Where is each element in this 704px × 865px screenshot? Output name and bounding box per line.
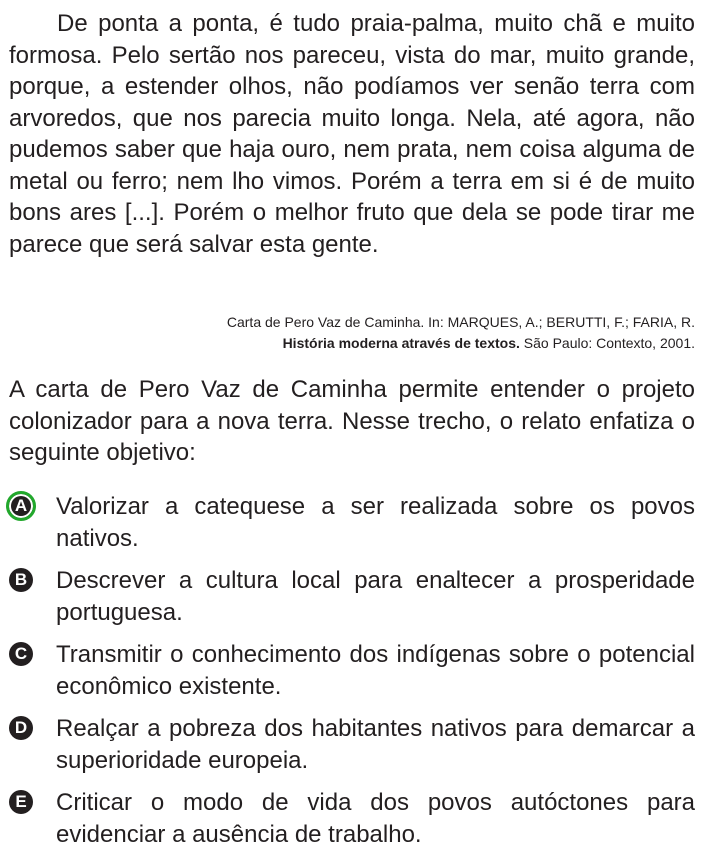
option-e-letter-badge: E [9, 790, 33, 814]
option-d-text: Realçar a pobreza dos habitantes nativos para demarcar a superioridade europeia. [56, 715, 695, 774]
option-a-letter-badge: A [6, 491, 36, 521]
source-publication: São Paulo: Contexto, 2001. [519, 335, 695, 351]
source-citation [95, 312, 695, 354]
option-e[interactable] [9, 787, 695, 850]
answer-options [9, 491, 695, 861]
option-d-letter-badge: D [9, 716, 33, 740]
option-c-text: Transmitir o conhecimento dos indígenas sobre o potencial econômico existente. [56, 641, 695, 700]
option-a[interactable] [9, 491, 695, 554]
option-b-letter-badge: B [9, 568, 33, 592]
option-b-text: Descrever a cultura local para enaltecer a prosperidade portuguesa. [56, 567, 695, 626]
option-d[interactable] [9, 713, 695, 776]
source-book-title: História moderna através de textos. [282, 335, 520, 351]
option-a-text: Valorizar a catequese a ser realizada sobre os povos nativos. [56, 493, 695, 552]
option-c[interactable] [9, 639, 695, 702]
option-e-text: Criticar o modo de vida dos povos autóctones para evidenciar a ausência de trabalho. [56, 789, 695, 848]
passage-text: De ponta a ponta, é tudo praia-palma, muito chã e muito formosa. Pelo sertão nos pareceu, vista do mar, muito grande, porque, a estender olhos, não podíamos ver senão terra com arvoredos, que nos parecia muito longa. Nela, até agora, não pudemos saber que haja ouro, nem prata, nem coisa alguma de metal ou ferro; nem lho vimos. Porém a terra em si é de muito bons ares [...]. Porém o melhor fruto que dela se pode tirar me parece que será salvar esta gente. [9, 10, 695, 258]
option-c-letter-badge: C [9, 642, 33, 666]
source-line-1: Carta de Pero Vaz de Caminha. In: MARQUES, A.; BERUTTI, F.; FARIA, R. [226, 314, 695, 330]
option-b[interactable] [9, 565, 695, 628]
question-prompt: A carta de Pero Vaz de Caminha permite entender o projeto colonizador para a nova terra. Nesse trecho, o relato enfatiza o seguinte objetivo: [9, 376, 695, 466]
